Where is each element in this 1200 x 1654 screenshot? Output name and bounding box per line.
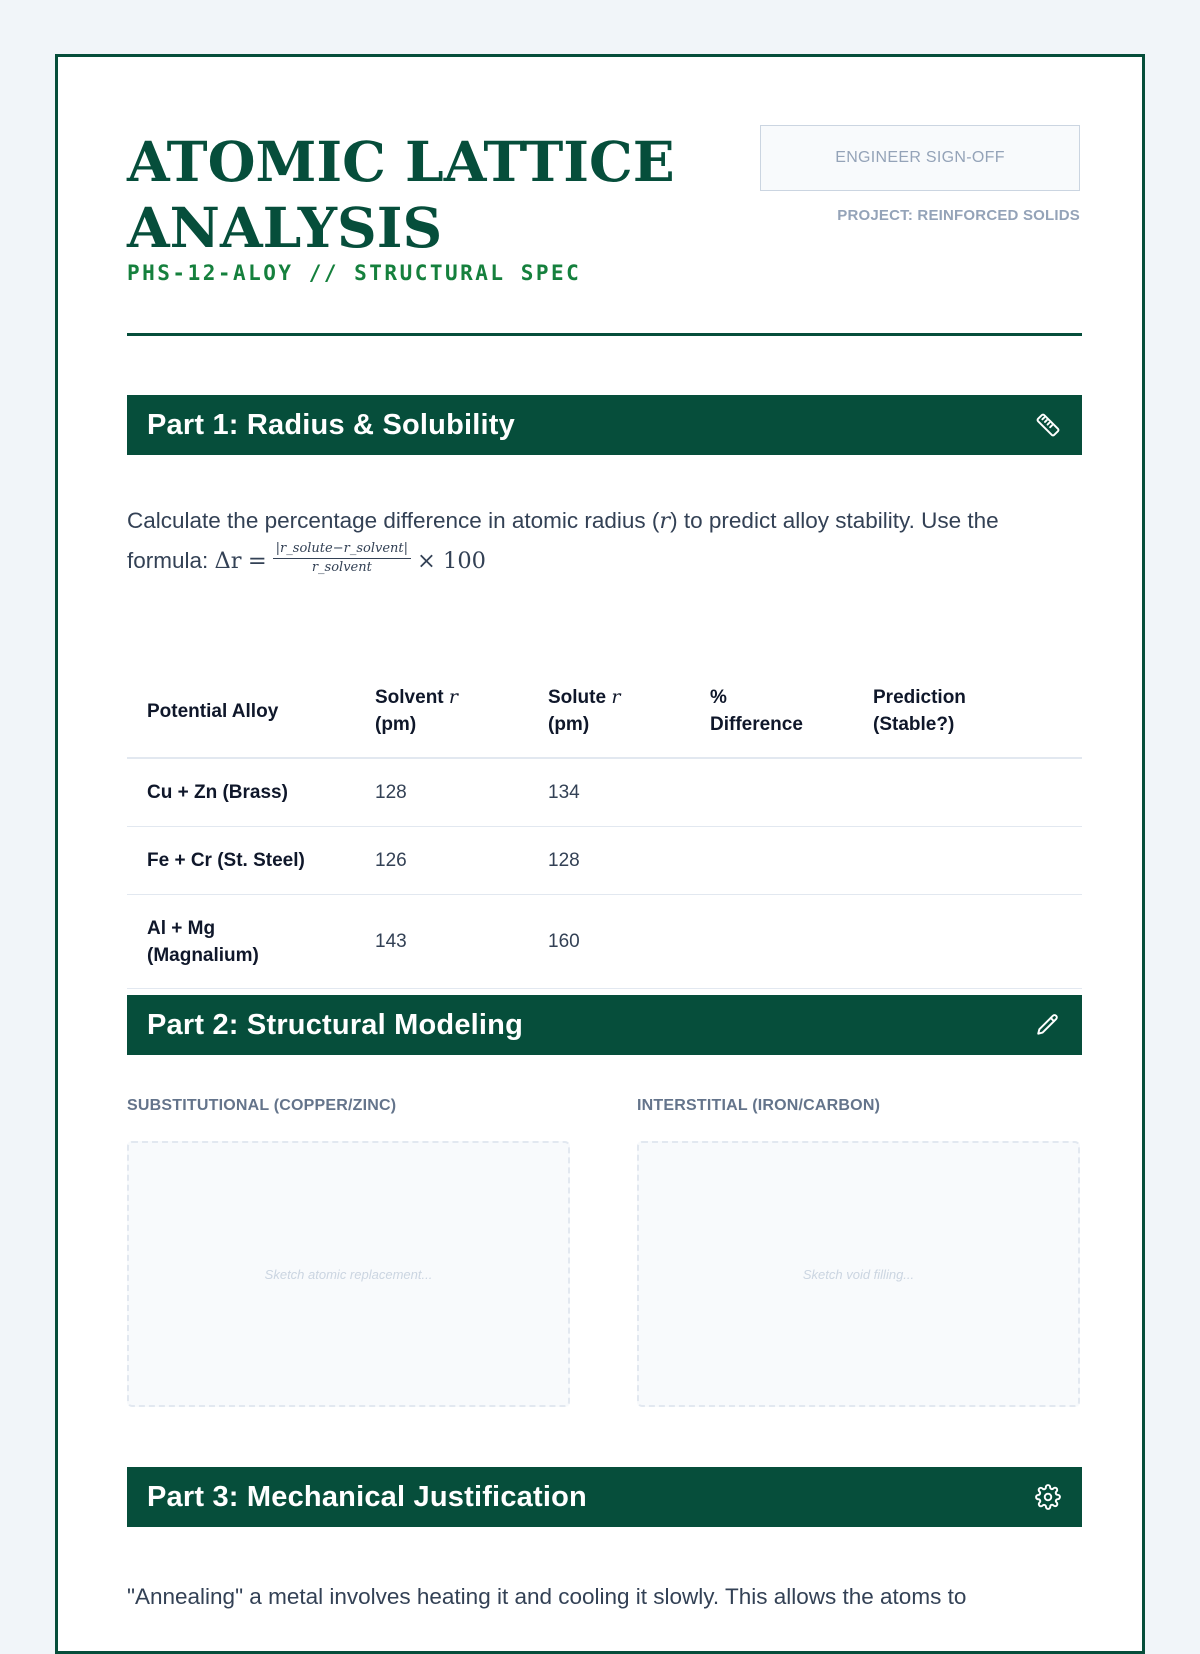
solute-radius: 134	[528, 758, 690, 827]
alloy-name: Cu + Zn (Brass)	[127, 758, 355, 827]
prediction-cell[interactable]	[853, 758, 1082, 827]
header-solute-text: Solute	[548, 687, 612, 708]
solvent-radius: 126	[355, 827, 528, 895]
section-title-part-3: Part 3: Mechanical Justification	[147, 1480, 587, 1513]
header-solvent-r: r	[448, 686, 458, 708]
radius-symbol: r	[659, 508, 671, 534]
table-row	[127, 758, 1082, 827]
page-title	[127, 129, 687, 261]
formula-denominator: r_solvent	[311, 559, 372, 575]
substitutional-label: SUBSTITUTIONAL (COPPER/ZINC)	[127, 1097, 397, 1114]
difference-cell[interactable]	[690, 827, 853, 895]
document-code: PHS-12-ALOY // STRUCTURAL SPEC	[127, 261, 582, 285]
interstitial-sketch-area[interactable]: Sketch void filling...	[637, 1141, 1080, 1407]
interstitial-label: INTERSTITIAL (IRON/CARBON)	[637, 1097, 881, 1114]
section-header-part-1	[127, 395, 1082, 455]
intro-text-end: ) to predict alloy stability. Use the formula:	[127, 508, 999, 573]
project-label: PROJECT: REINFORCED SOLIDS	[837, 207, 1080, 224]
table-row	[127, 827, 1082, 895]
ruler-icon	[1034, 411, 1062, 439]
page-title-line-1: ATOMIC LATTICE	[127, 129, 675, 194]
pencil-icon	[1034, 1011, 1062, 1039]
alloy-table	[127, 665, 1082, 989]
header-solute-unit: (pm)	[548, 714, 590, 735]
part-1-instructions	[127, 501, 1082, 581]
alloy-name-line-1: Al + Mg	[147, 917, 216, 939]
prediction-cell[interactable]	[853, 827, 1082, 895]
section-title-part-1: Part 1: Radius & Solubility	[147, 408, 515, 441]
difference-cell[interactable]	[690, 758, 853, 827]
header-diff-symbol: %	[710, 687, 727, 708]
header-solute-r: r	[611, 686, 621, 708]
prediction-cell[interactable]	[853, 895, 1082, 989]
formula-tail: × 100	[417, 548, 486, 574]
solute-radius: 160	[528, 895, 690, 989]
intro-text-start: Calculate the percentage difference in atomic radius (	[127, 508, 660, 533]
header-alloy-text: Potential Alloy	[147, 700, 279, 722]
alloy-name	[127, 895, 355, 989]
header-pred-sub: (Stable?)	[873, 714, 955, 735]
difference-cell[interactable]	[690, 895, 853, 989]
column-header-solute	[528, 665, 690, 758]
header-divider	[127, 333, 1082, 336]
header-diff-text: Difference	[710, 714, 803, 735]
column-header-difference	[690, 665, 853, 758]
alloy-name: Fe + Cr (St. Steel)	[127, 827, 355, 895]
solvent-radius: 128	[355, 758, 528, 827]
section-title-part-2: Part 2: Structural Modeling	[147, 1008, 523, 1041]
alloy-name-line-2: (Magnalium)	[147, 944, 259, 966]
section-header-part-3	[127, 1467, 1082, 1527]
formula-lhs: Δr	[214, 548, 242, 574]
table-header-row	[127, 665, 1082, 758]
section-header-part-2	[127, 995, 1082, 1055]
worksheet-page	[55, 54, 1145, 1654]
column-header-alloy	[127, 665, 355, 758]
page-title-line-2: ANALYSIS	[127, 195, 443, 260]
formula-equals: =	[247, 548, 267, 574]
column-header-solvent	[355, 665, 528, 758]
solvent-radius: 143	[355, 895, 528, 989]
table-row	[127, 895, 1082, 989]
part-3-prompt: "Annealing" a metal involves heating it and cooling it slowly. This allows the atoms to	[127, 1584, 967, 1609]
formula-fraction	[273, 541, 411, 576]
substitutional-sketch-area[interactable]: Sketch atomic replacement...	[127, 1141, 570, 1407]
formula-numerator: |r_solute−r_solvent|	[273, 541, 411, 559]
header-pred-text: Prediction	[873, 687, 966, 708]
header-solvent-text: Solvent	[375, 687, 449, 708]
solute-radius: 128	[528, 827, 690, 895]
gear-icon	[1034, 1483, 1062, 1511]
column-header-prediction	[853, 665, 1082, 758]
header-solvent-unit: (pm)	[375, 714, 417, 735]
engineer-signoff-field[interactable]: ENGINEER SIGN-OFF	[760, 125, 1080, 191]
